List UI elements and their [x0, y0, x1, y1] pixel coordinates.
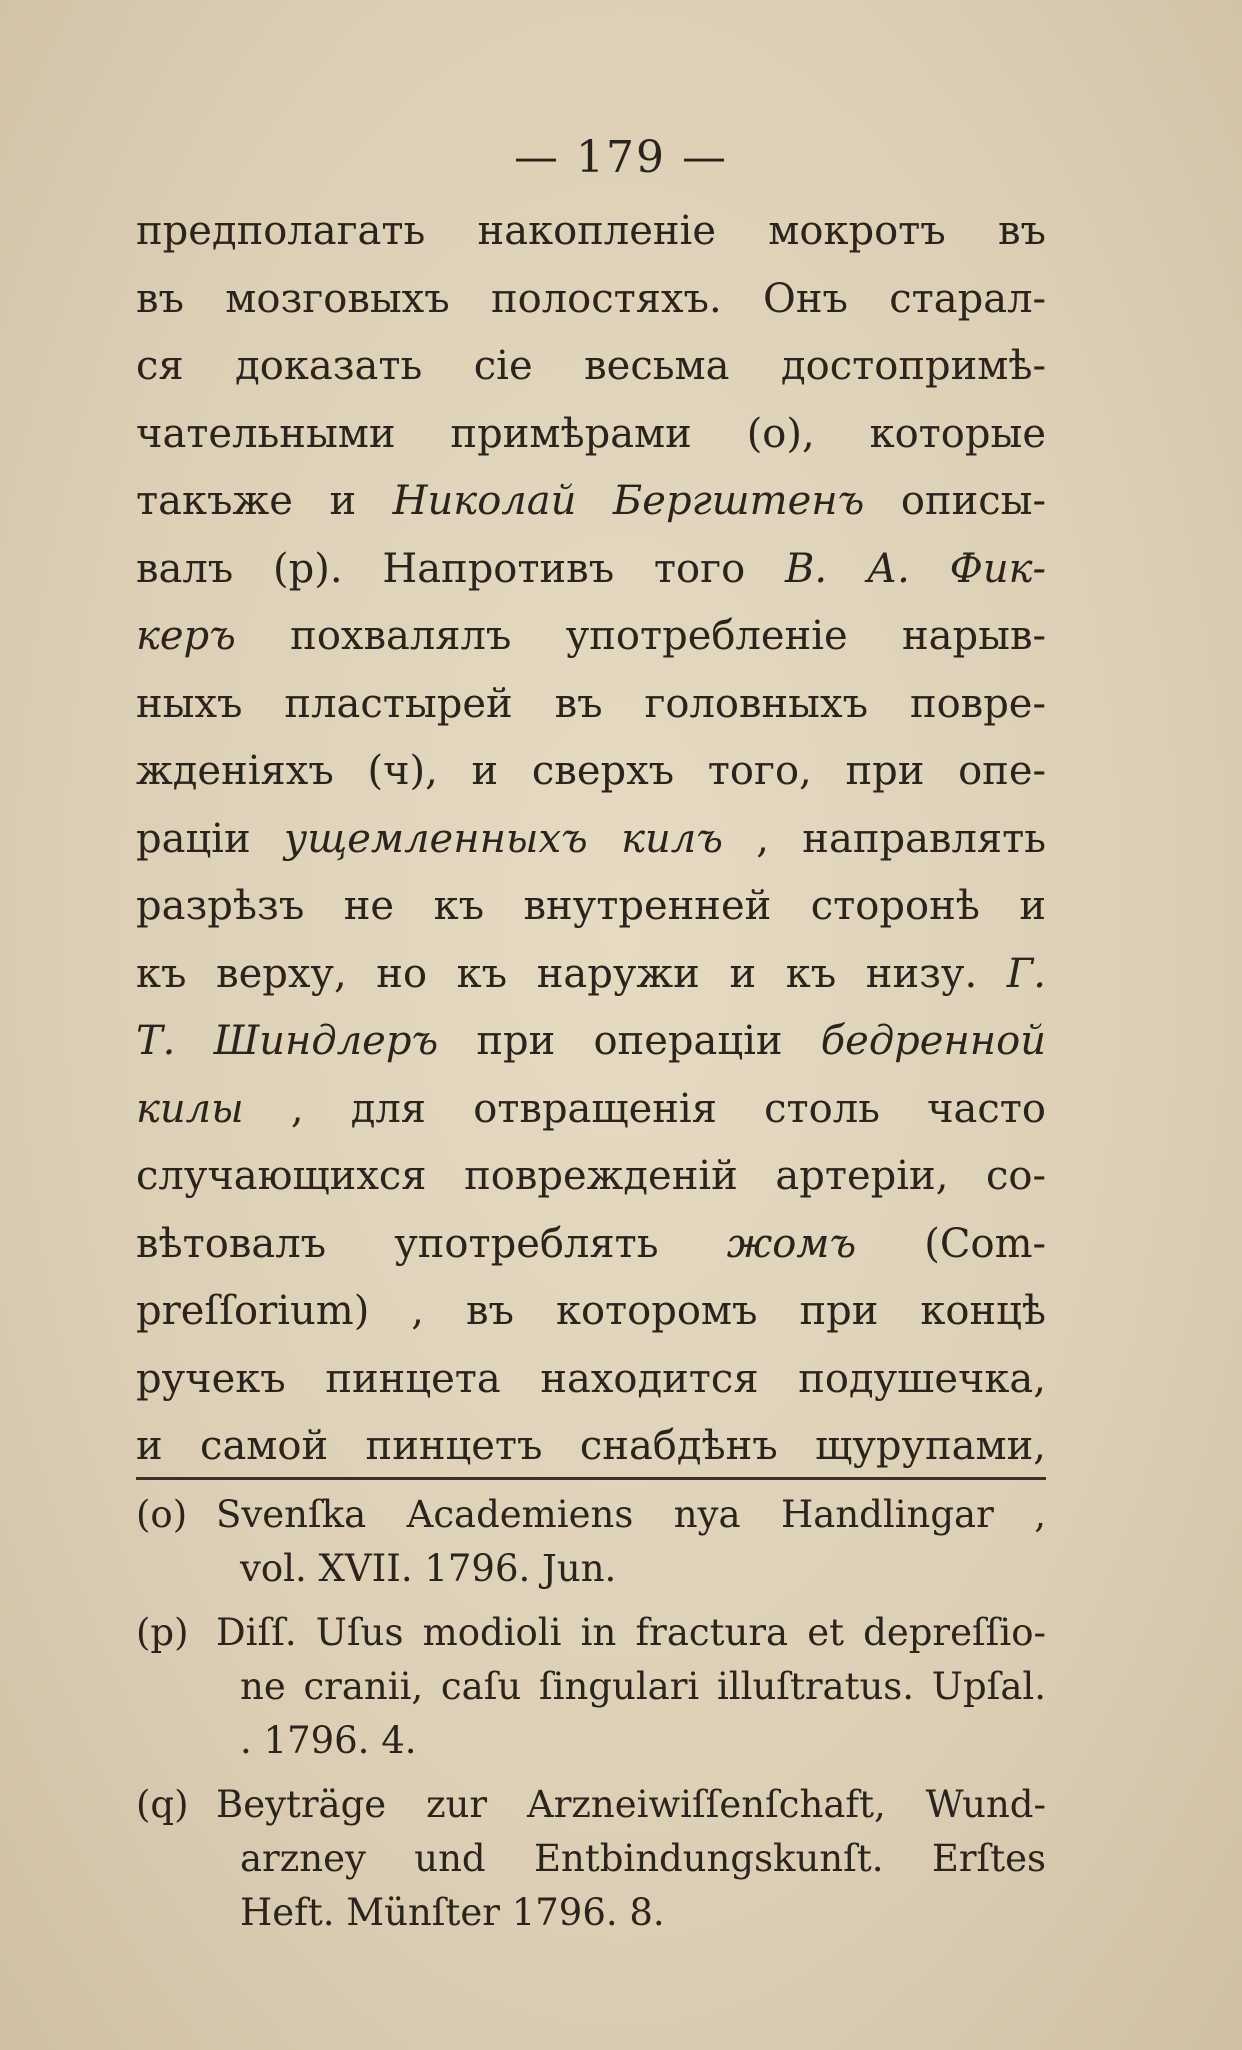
- footnote-line: [136, 1542, 1046, 1596]
- italic-text: Николай Бергштенъ: [392, 478, 865, 524]
- italic-text: керъ: [136, 613, 236, 659]
- text-line: [136, 1413, 1046, 1481]
- text-run: предполагать накопленіе мокротъ въ: [136, 208, 1046, 254]
- text-run: въ мозговыхъ полостяхъ. Онъ старал-: [136, 275, 1046, 322]
- text-line: [136, 806, 1046, 874]
- text-line: [136, 536, 1046, 604]
- italic-text: жомъ: [726, 1220, 857, 1267]
- text-run: разрѣзъ не къ внутренней сторонѣ и: [136, 883, 1046, 929]
- footnote-text: ne cranii, caſu ſingulari illuſtratus. Upſal.: [240, 1665, 1046, 1708]
- text-run: вѣтовалъ употреблять: [136, 1220, 727, 1267]
- footnote-text: Heft. Münſter 1796. 8.: [240, 1891, 665, 1934]
- footnote-line: [136, 1714, 1046, 1768]
- italic-text: Т. Шиндлеръ: [136, 1018, 439, 1064]
- text-run: , для отвращенія столь часто: [243, 1085, 1046, 1132]
- footnote-divider: [136, 1477, 1046, 1480]
- text-run: ныхъ пластырей въ головныхъ повре-: [136, 680, 1046, 727]
- footnote-marker: (p): [136, 1611, 189, 1654]
- text-line: [136, 266, 1046, 334]
- footnote-marker: (q): [136, 1783, 189, 1826]
- text-line: [136, 1008, 1046, 1076]
- text-run: жденіяхъ (ч), и сверхъ того, при опе-: [136, 748, 1046, 794]
- footnote-text: . 1796. 4.: [240, 1719, 417, 1762]
- footnote-line: [136, 1606, 1046, 1660]
- text-run: къ верху, но къ наружи и къ низу.: [136, 950, 1007, 997]
- footnote-text: vol. XVII. 1796. Jun.: [240, 1547, 617, 1590]
- italic-text: Г.: [1006, 950, 1046, 997]
- text-run: , направлять: [722, 815, 1046, 862]
- footnote-line: [136, 1886, 1046, 1940]
- footnote-line: [136, 1660, 1046, 1714]
- text-line: [136, 401, 1046, 469]
- text-line: [136, 198, 1046, 266]
- footnote-line: [136, 1488, 1046, 1542]
- text-line: [136, 873, 1046, 941]
- italic-text: В. А. Фик-: [784, 545, 1046, 592]
- text-run: (Com-: [856, 1220, 1047, 1267]
- text-line: [136, 1076, 1046, 1144]
- text-run: такъже и: [136, 478, 393, 524]
- text-run: валъ (р). Напротивъ того: [136, 545, 785, 592]
- text-run: при операціи: [438, 1018, 821, 1064]
- footnote: [136, 1488, 1046, 1596]
- footnote-text: arzney und Entbindungskunſt. Erſtes: [240, 1837, 1046, 1880]
- text-line: [136, 671, 1046, 739]
- page-number: — 179 —: [514, 132, 728, 183]
- footnote-line: [136, 1778, 1046, 1832]
- footnote-marker: (o): [136, 1493, 188, 1536]
- italic-text: килы: [136, 1085, 244, 1132]
- text-line: [136, 1278, 1046, 1346]
- text-line: [136, 941, 1046, 1009]
- text-line: [136, 468, 1046, 536]
- text-run: preſſorium) , въ которомъ при концѣ: [136, 1288, 1046, 1334]
- italic-text: ущемленныхъ килъ: [284, 815, 723, 862]
- text-run: чательными примѣрами (о), которые: [136, 410, 1046, 457]
- footnotes: [136, 1488, 1046, 1950]
- body-text: [136, 198, 1046, 1481]
- footnote-text: Svenſka Academiens nya Handlingar ,: [216, 1493, 1046, 1536]
- text-run: описы-: [864, 478, 1047, 524]
- text-run: похвалялъ употребленіе нарыв-: [235, 613, 1046, 659]
- text-run: ся доказать сіе весьма достопримѣ-: [136, 343, 1046, 389]
- text-run: и самой пинцетъ снабдѣнъ щурупами,: [136, 1423, 1046, 1469]
- text-run: раціи: [136, 815, 284, 862]
- footnote: [136, 1778, 1046, 1940]
- text-line: [136, 1143, 1046, 1211]
- text-line: [136, 1211, 1046, 1279]
- text-line: [136, 738, 1046, 806]
- text-line: [136, 603, 1046, 671]
- text-run: случающихся поврежденій артеріи, со-: [136, 1153, 1046, 1199]
- footnote-text: Diſſ. Uſus modioli in fractura et depreſſio-: [216, 1611, 1046, 1654]
- text-line: [136, 333, 1046, 401]
- footnote-text: Beyträge zur Arzneiwiſſenſchaft, Wund-: [216, 1783, 1046, 1826]
- italic-text: бедренной: [820, 1018, 1046, 1064]
- text-line: [136, 1346, 1046, 1414]
- text-run: ручекъ пинцета находится подушечка,: [136, 1355, 1046, 1402]
- footnote-line: [136, 1832, 1046, 1886]
- footnote: [136, 1606, 1046, 1768]
